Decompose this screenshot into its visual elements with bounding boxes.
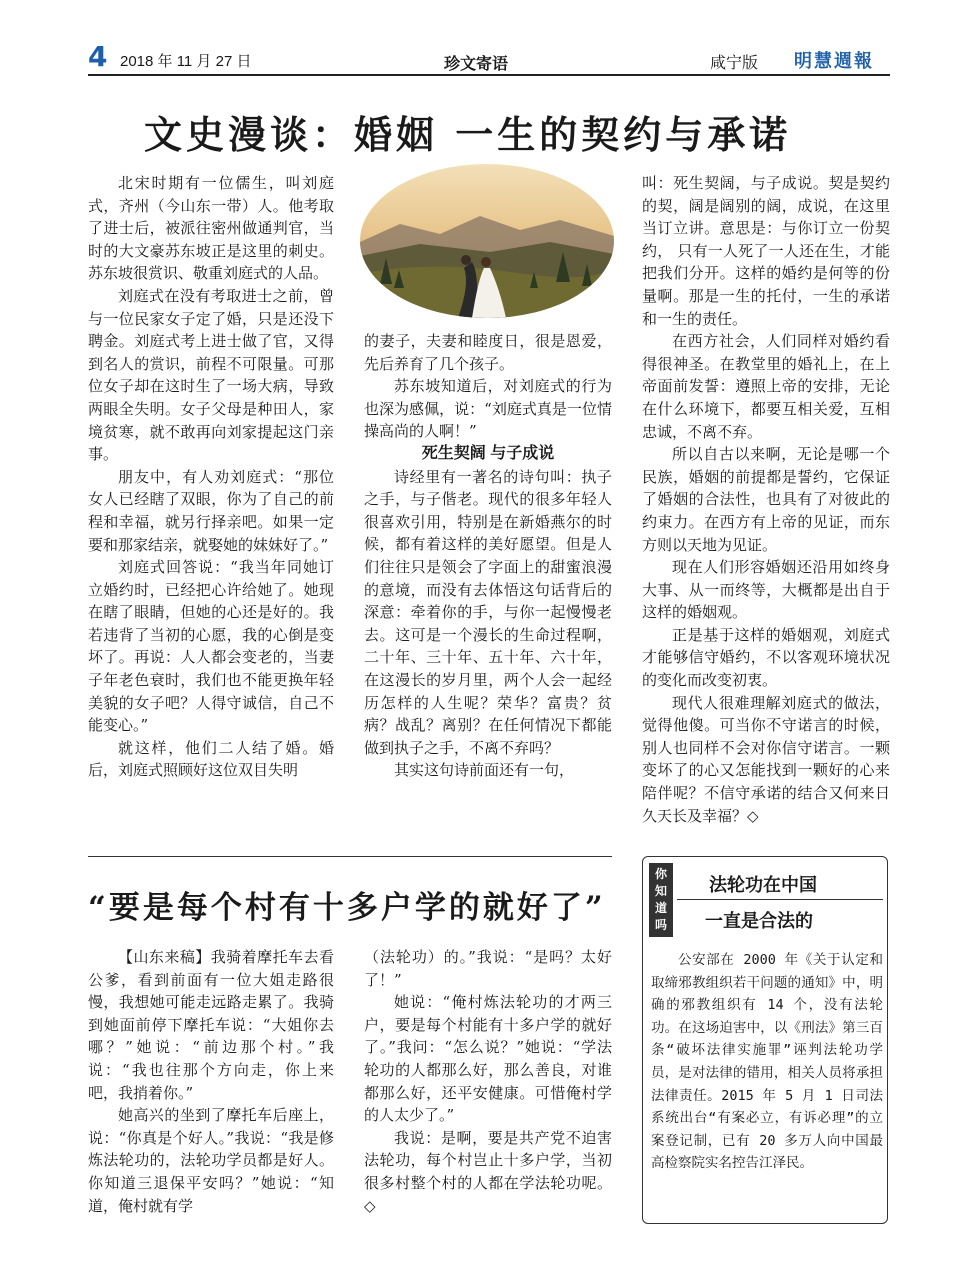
- photo-illustration: [360, 164, 614, 318]
- issue-date: 2018 年 11 月 27 日: [120, 53, 252, 70]
- did-you-know-tag: [649, 863, 673, 937]
- article1-paragraph: 刘庭式在没有考取进士之前，曾与一位民家女子定了婚，只是还没下聘金。刘庭式考上进士做了官，又得到名人的赏识，前程不可限量。可那位女子却在这时生了一场大病，导致两眼全失明。女子父母是种田人，家境贫寒，就不敢再向刘家提起这门亲事。: [88, 286, 334, 464]
- article1-paragraph: 现在人们形容婚姻还沿用如终身大事、从一而终等，大概都是出自于这样的婚姻观。: [642, 558, 890, 622]
- column-name: 珍文寄语: [444, 54, 509, 73]
- page-header: [88, 40, 890, 76]
- article2-paragraph: [88, 946, 334, 1104]
- article2-column-2: [364, 946, 612, 1217]
- article1-paragraph: 北宋时期有一位儒生，叫刘庭式，齐州（今山东一带）人。他考取了进士后，被派往密州做通判官，当时的大文豪苏东坡正是这里的刺史。苏东坡很赏识、敬重刘庭式的人品。: [88, 174, 334, 283]
- article1-paragraph: 朋友中，有人劝刘庭式：“那位女人已经瞎了双眼，你为了自己的前程和幸福，就另行择亲吧。如果一定要和那家结亲，就娶她的妹妹好了。”: [88, 467, 334, 554]
- edition-name: 咸宁版: [710, 55, 759, 72]
- article1-paragraph: 的妻子，夫妻和睦度日，很是恩爱，先后养育了几个孩子。: [364, 332, 612, 373]
- article2-paragraph: 她说：“俺村炼法轮功的才两三户，要是每个村能有十多户学的就好了。”我问：“怎么说？”她说：“学法轮功的人都那么好，那么善良，对谁都那么好，还平安健康。可惜俺村学的人太少了。”: [364, 993, 612, 1125]
- article1-paragraph: 其实这句诗前面还有一句，: [394, 761, 575, 780]
- article2-lead: 【山东来稿】: [118, 948, 211, 966]
- page-number: 4: [88, 40, 108, 73]
- article1-subheading: 死生契阔 与子成说: [421, 444, 555, 462]
- section-divider: [88, 856, 612, 857]
- article1-paragraph: 苏东坡知道后，对刘庭式的行为也深为感佩，说：“刘庭式真是一位情操高尚的人啊！”: [364, 377, 612, 441]
- article1-paragraph: 刘庭式回答说：“我当年同她订立婚约时，已经把心许给她了。她现在瞎了眼睛，但她的心还是好的。我若违背了当初的心愿，我的心倒是变坏了。再说：人人都会变老的，当妻子年老色衰时，我们也不能更换年轻美貌的女子吧？人得守诚信，自己不能变心。”: [88, 558, 334, 735]
- sidebar-body: [651, 949, 883, 1175]
- article1-column-1: [88, 172, 334, 782]
- did-you-know-box: [642, 856, 888, 1224]
- article2-title: “要是每个村有十多户学的就好了”: [88, 890, 606, 926]
- article2-lead-text: 我骑着摩托车去看公爹，看到前面有一位大姐走路很慢，我想她可能走远路走累了。我骑到她面前停下摩托车说：“大姐你去哪？”她说：“前边那个村。”我说：“我也往那个方向走，你上来吧，我捎着你。”: [88, 948, 334, 1102]
- article2-paragraph: 我说：是啊，要是共产党不迫害法轮功，每个村岂止十多户学，当初很多村整个村的人都在学法轮功呢。◇: [364, 1128, 612, 1215]
- article2-paragraph: （法轮功）的。”我说：“是吗？太好了！”: [364, 948, 612, 989]
- article2-paragraph: 她高兴的坐到了摩托车后座上，说：“你真是个好人。”我说：“我是修炼法轮功的，法轮功学员都是好人。你知道三退保平安吗？”她说：“知道，俺村就有学: [88, 1106, 334, 1215]
- sidebar-title-line-2: 一直是合法的: [705, 911, 813, 931]
- tag-char: 道: [654, 901, 667, 915]
- article1-column-3: [642, 172, 890, 827]
- article2-column-1: [88, 946, 334, 1217]
- article1-paragraph: 就这样，他们二人结了婚。婚后，刘庭式照顾好这位双目失明: [88, 738, 334, 780]
- couple-in-meadow-photo: [360, 164, 614, 318]
- tag-char: 知: [654, 884, 667, 898]
- article1-paragraph: 在西方社会，人们同样对婚约看得很神圣。在教堂里的婚礼上，在上帝面前发誓：遵照上帝的安排，无论在什么环境下，都要互相关爱，互相忠诚，不离不弃。: [642, 332, 890, 441]
- article1-paragraph: 正是基于这样的婚姻观，刘庭式才能够信守婚约，不以客观环境状况的变化而改变初衷。: [642, 625, 890, 690]
- sidebar-title-line-1: 法轮功在中国: [709, 875, 817, 895]
- article1-paragraph: 所以自古以来啊，无论是哪一个民族，婚姻的前提都是誓约，它保证了婚姻的合法性，也具有了对彼此的约束力。在西方有上帝的见证，而东方则以天地为见证。: [642, 445, 890, 554]
- sidebar-title-divider: [677, 899, 883, 900]
- article1-paragraph: 诗经里有一著名的诗句叫：执子之手，与子偕老。现代的很多年轻人很喜欢引用，特别是在新婚燕尔的时候，都有着这样的美好愿望。但是人们往往只是领会了字面上的甜蜜浪漫的意境，而没有去体悟这句话背后的深意：牵着你的手，与你一起慢慢老去。这可是一个漫长的生命过程啊，二十年、三十年、五十年、六十年，在这漫长的岁月里，两个人会一起经历怎样的人生呢？荣华？富贵？贫病？战乱？离别？在任何情况下都能做到执子之手，不离不弃吗？: [364, 467, 612, 757]
- article1-paragraph: 现代人很难理解刘庭式的做法，觉得他傻。可当你不守诺言的时候，别人也同样不会对你信守诺言。一颗变坏了的心又怎能找到一颗好的心来陪伴呢？不信守承诺的结合又何来日久天长及幸福？◇: [642, 693, 890, 825]
- paper-logo: 明慧週報: [794, 51, 874, 72]
- article1-title: 文史漫谈：婚姻 一生的契约与承诺: [144, 112, 792, 157]
- article1-paragraph: 叫：死生契阔，与子成说。契是契约的契，阔是阔别的阔，成说，在这里当订立讲。意思是：与你订立一份契约， 只有一人死了一人还在生，才能把我们分开。这样的婚约是何等的份量啊。那是一生的托付，一生的承诺和一生的责任。: [642, 174, 890, 328]
- tag-char: 你: [654, 867, 667, 881]
- sidebar-paragraph: 公安部在 2000 年《关于认定和取缔邪教组织若干问题的通知》中，明确的邪教组织有 14 个，没有法轮功。在这场迫害中，以《刑法》第三百条“破坏法律实施罪”诬判法轮功学员，是对法律的错用，相关人员将承担法律责任。2015 年 5 月 1 日司法系统出台“有案必立，有诉必理”的立案登记制，已有 20 多万人向中国最高检察院实名控告江泽民。: [651, 952, 883, 1172]
- tag-char: 吗: [654, 918, 667, 932]
- article1-column-2: [364, 330, 612, 782]
